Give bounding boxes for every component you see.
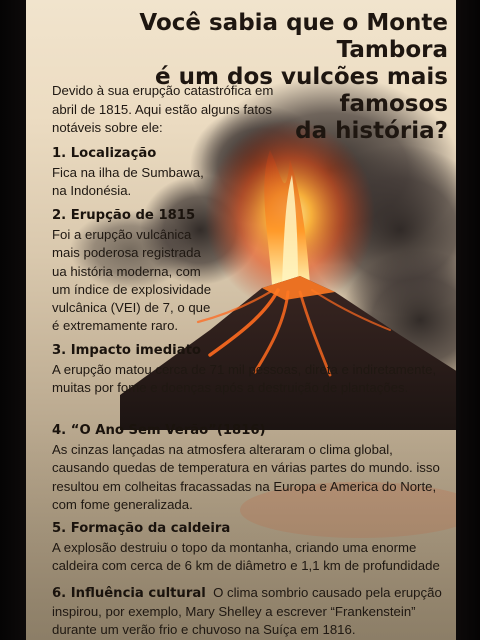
fact-body: O clima sombrio causado pela erupção inspirou, por exemplo, Mary Shelley a escrever “Frankenstein” durante um verão frio e chuvoso na Suíça em 1816. <box>52 585 442 637</box>
left-border <box>0 0 26 640</box>
right-border <box>456 0 480 640</box>
intro-text: Devido à sua erupção catastrófica em abril de 1815. Aqui estão alguns fatos notáveis sobre ele: <box>52 83 274 135</box>
fact-heading: 5. Formação da caldeira <box>52 521 231 536</box>
fact-body: Fica na ilha de Sumbawa, na Indonésia. <box>52 165 204 199</box>
fact-localizacao <box>52 145 222 201</box>
fact-erupcao-1815 <box>52 207 212 336</box>
fact-formacao-caldeira <box>52 520 444 576</box>
fact-impacto-imediato <box>52 342 437 398</box>
fact-heading: 2. Erupção de 1815 <box>52 208 196 223</box>
fact-body: A erupção matou cerca de 71 mil pessoas, direta e indiretamente, muitas por fome e doenças após a destruição de plantações. <box>52 362 437 396</box>
fact-ano-sem-verao <box>52 422 444 514</box>
title-line-2: é um dos vulcões mais famosos <box>155 64 448 117</box>
fact-paragraph <box>52 584 444 639</box>
title-line-3: da história? <box>295 118 448 144</box>
fact-influencia-cultural <box>52 584 444 639</box>
fact-body: As cinzas lançadas na atmosfera alteraram o clima global, causando quedas de temperatura en várias partes do mundo. isso resultou em colheitas fracassadas na Europa e America do Norte, com fome generalizada. <box>52 442 440 512</box>
fact-body: Foi a erupção vulcânica mais poderosa registrada ua história moderna, com um índice de explosividade vulcânica (VEI) de 7, o que é extremamente raro. <box>52 227 212 334</box>
title-line-1: Você sabia que o Monte Tambora <box>139 10 448 63</box>
fact-body: A explosão destruiu o topo da montanha, criando uma enorme caldeira com cerca de 6 km de diâmetro e 1,1 km de profundidade <box>52 540 440 574</box>
fact-heading: 6. Influência cultural <box>52 586 206 601</box>
fact-heading: 3. Impacto imediato <box>52 343 201 358</box>
fact-heading: 4. “O Ano Sem Verão”(1816) <box>52 423 266 438</box>
fact-heading: 1. Localização <box>52 146 157 161</box>
